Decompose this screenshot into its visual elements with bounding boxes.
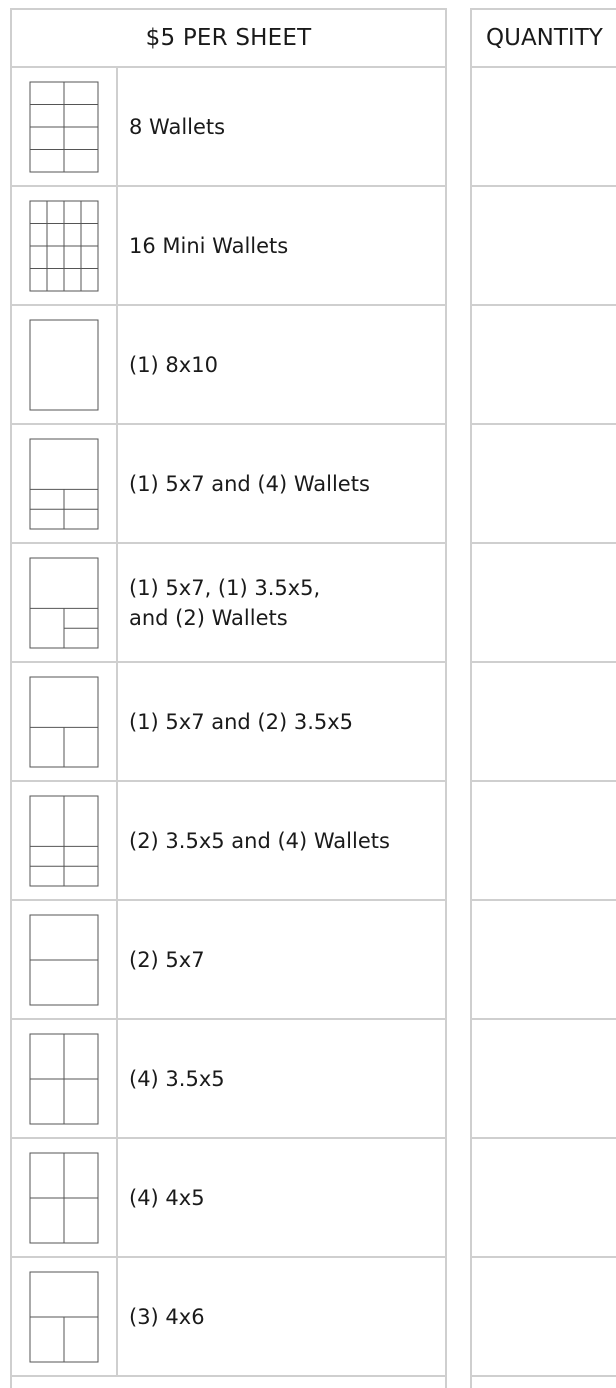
product-label: (1) 8x10 [129,352,218,377]
product-row [12,1258,445,1377]
layout-diagram-icon [12,306,118,423]
quantity-cell[interactable] [472,1139,616,1258]
product-label: (1) 5x7, (1) 3.5x5, and (2) Wallets [129,575,321,630]
product-row [12,782,445,901]
product-label: (2) 5x7 [129,947,205,972]
product-row [12,901,445,1020]
quantity-cell[interactable] [472,187,616,306]
product-label: (1) 5x7 and (2) 3.5x5 [129,709,354,734]
product-row [12,1139,445,1258]
product-label: (2) 3.5x5 and (4) Wallets [129,828,390,853]
layout-diagram-icon [12,1020,118,1137]
layout-diagram-icon [12,901,118,1018]
product-row [12,544,445,663]
product-row [12,68,445,187]
quantity-cell[interactable] [472,901,616,1020]
layout-diagram-icon [12,68,118,185]
product-label: (3) 4x6 [129,1304,205,1329]
layout-diagram-icon [12,187,118,304]
product-row [12,1020,445,1139]
product-label: (4) 4x5 [129,1185,205,1210]
layout-diagram-icon [12,544,118,661]
product-label: (4) 3.5x5 [129,1066,225,1091]
layout-diagram-icon [12,425,118,542]
quantity-cell[interactable] [472,425,616,544]
product-label: (1) 5x7 and (4) Wallets [129,471,370,496]
quantity-cell[interactable] [472,782,616,901]
layout-diagram-icon [12,663,118,780]
layout-diagram-icon [12,782,118,899]
price-table [10,8,447,1388]
quantity-cell[interactable] [472,1020,616,1139]
quantity-cell[interactable] [472,663,616,782]
layout-diagram-icon [12,1139,118,1256]
quantity-cell[interactable] [472,544,616,663]
product-label: 8 Wallets [129,114,226,139]
product-row [12,306,445,425]
quantity-header: QUANTITY [472,8,616,68]
layout-diagram-icon [12,1258,118,1375]
product-row [12,187,445,306]
quantity-table [470,8,616,1388]
product-label: 16 Mini Wallets [129,233,289,258]
product-row [12,425,445,544]
quantity-cell[interactable] [472,68,616,187]
quantity-cell[interactable] [472,1258,616,1377]
quantity-cell[interactable] [472,306,616,425]
price-header: $5 PER SHEET [12,8,445,68]
product-row [12,663,445,782]
